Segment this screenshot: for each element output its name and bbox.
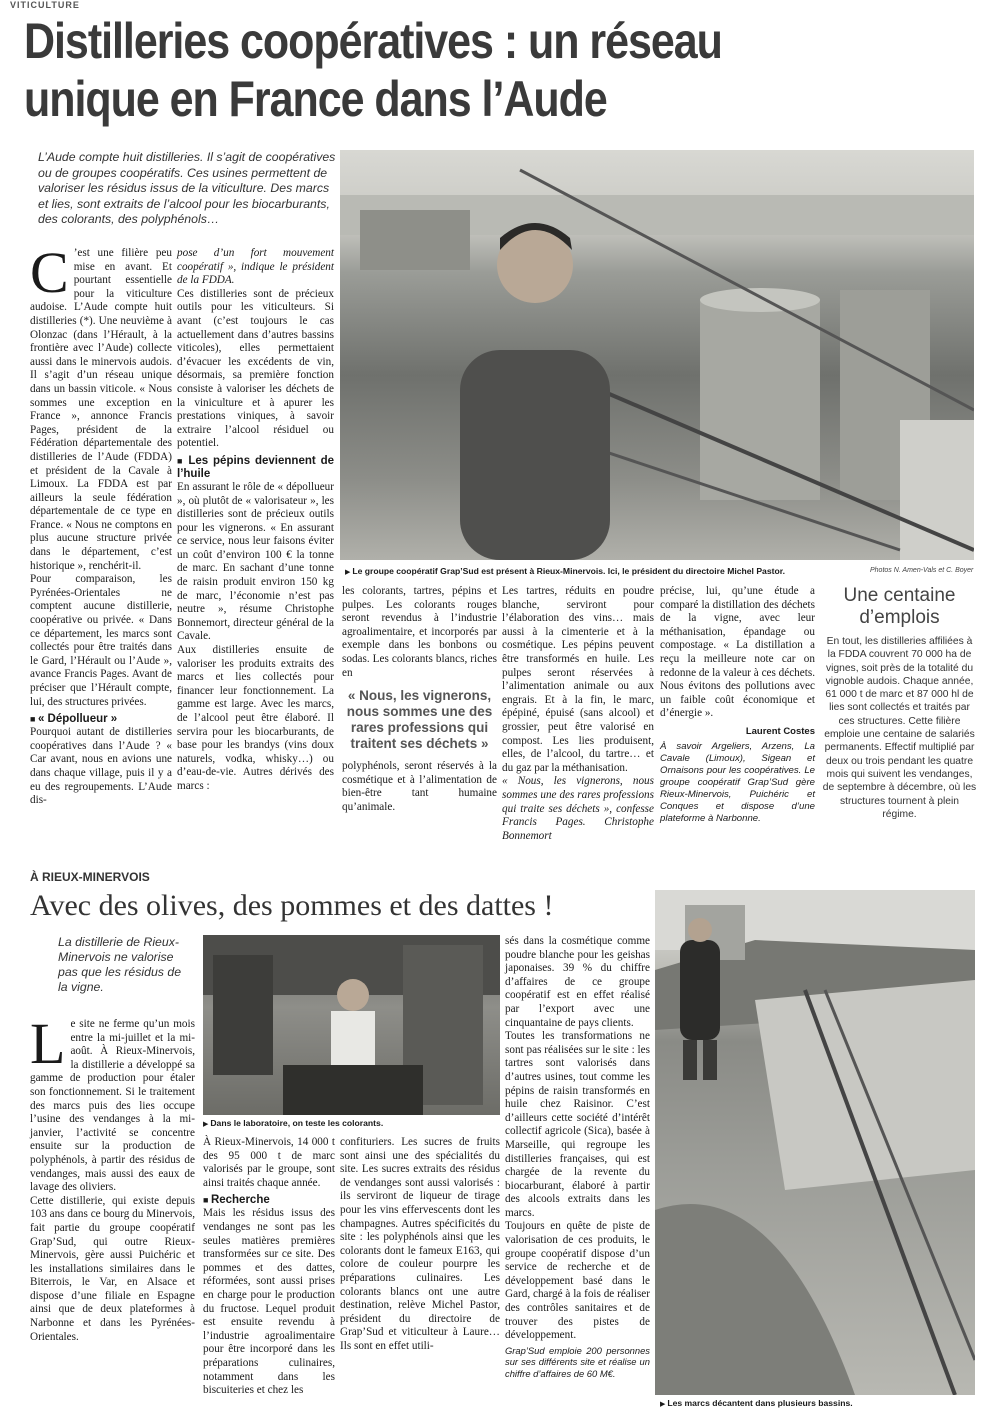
article1-col3-para-2: polyphénols, seront réservés à la cosmétique et à l’alimentation de bien-être tant humaine qu’animale. <box>342 760 497 813</box>
main-photo-scene <box>340 150 974 560</box>
vats-photo-caption: ▶ Les marcs décantent dans plusieurs bassins. <box>660 1398 960 1408</box>
article2-col2-para-1: À Rieux-Minervois, 14 000 t des 95 000 t de marc valorisés par le groupe, sont ainsi traités chaque année. <box>203 1136 335 1189</box>
article2-headline: Avec des olives, des pommes et des dattes ! <box>30 889 554 922</box>
subhead-recherche: ■ Recherche <box>203 1194 335 1207</box>
article1-column-5 <box>660 585 815 825</box>
dropcap-c: C <box>30 240 69 305</box>
sidebar-title <box>822 585 977 629</box>
subhead-depollueur: ■ « Dépollueur » <box>30 713 172 726</box>
article2-col4-para-3: Toujours en quête de piste de valorisation de ces produits, le groupe coopératif dispose d’un service de recherche et de développement basé dans le Gard, chargé à la fois de réaliser des contrôles sanitaires et de trouver des pistes de développement. <box>505 1220 650 1342</box>
article1-footnote: À savoir Argeliers, Arzens, La Cavale (Limoux), Sigean et Ornaisons pour les coopératives. Le groupe coopératif Grap’Sud gère Rieux-Minervois, Puichéric et Conques et dispose d’une plateforme à Narbonne. <box>660 740 815 824</box>
article2-column-3 <box>340 1136 500 1354</box>
lab-photo-scene <box>203 935 500 1115</box>
article1-column-4 <box>502 585 654 843</box>
article1-col1-para-2: Pour comparaison, les Pyrénées-Orientales ne comptent aucune distillerie, coopérative ou privée. « Dans ce département, les marcs sont collectés pour être traités dans le Gard, l’Hérault ou l’Aude », avance Francis Pages. Avant de préciser que l’Hérault compte, lui, des structures privées. <box>30 573 172 708</box>
lab-photo-caption: ▶ Dans le laboratoire, on teste les colorants. <box>203 1118 500 1128</box>
article-intro: L’Aude compte huit distilleries. Il s’agit de coopératives ou de groupes coopératifs. Ces usines permettent de valoriser les résidus issus de la viticulture. Des marcs et lies, sont extraits de l’alcool pour les biocarburants, des colorants, des polyphénols… <box>38 150 336 226</box>
article1-col1-text: ’est une filière peu mise en avant. Et pourtant essentielle pour la viticulture audoise. L’Aude compte huit distilleries (*). Une neuvième à Olonzac (dans l’Hérault, à la frontière avec l’Aude) collecte aussi dans le minervois audois. Il s’agit d’un réseau unique dans un bassin viticole. « Nous sommes une exception en France », annonce Francis Pages, président de la Fédération départementale des distilleries de l’Aude (FDDA) et président de la Cavale à Limoux. La FDDA est par ailleurs la seule fédération départementale de ce type en France. « Nous ne comptons en plus aucune structure privée dans le département, c’est historique », renchérit-il. <box>30 247 172 572</box>
article2-col1-text: e site ne ferme qu’un mois entre la mi-juillet et la mi-août. À Rieux-Minervois, la distillerie a développé sa gamme de production pour étaler son fonctionnement. Si le traitement des marcs puis des lies occupe l’usine des vendanges à la mi-janvier, l’activité se concentre ensuite sur la production de polyphénols, à partir des résidus de vendanges, mais aussi des eaux de lavage des oliviers. <box>30 1018 195 1194</box>
article1-col4-para-2: « Nous, les vignerons, nous sommes une des rares professions qui traite ses déchets », confesse Francis Pages. Christophe Bonnemort <box>502 775 654 842</box>
photo-credit: Photos N. Amen-Vals et C. Boyer <box>870 567 974 574</box>
article1-col2-para-4: Aux distilleries ensuite de valoriser les produits extraits des marcs et lies collectés pour financer leur fonctionnement. La gamme est large. Avec les marcs, de l’alcool peut être élaboré. Il servira pour les biocarburants, de base pour les brandys (vins doux naturels, vodka, whisky…) ou d’eau-de-vie. Autres dérivés des marcs : <box>177 644 334 792</box>
sidebar-box <box>822 585 977 865</box>
article2-column-1 <box>30 1011 195 1344</box>
article2-col1-para-2: Cette distillerie, qui existe depuis 103 ans dans ce bourg du Minervois, fait partie du groupe coopératif Grap’Sud, qui outre Rieux-Minervois, gère aussi Puichéric et les installations similaires dans le Biterrois, le Var, en Alsace et dispose d’une filiale en Espagne ainsi que de deux plateformes à Narbonne et dans les Pyrénées-Orientales. <box>30 1194 195 1343</box>
article2-col4-para-1: sés dans la cosmétique comme poudre blanche pour les geishas japonaises. 39 % du chiffre d’affaires de ce groupe coopératif est en effet réalisé par l’export avec une cinquantaine de pays clients. <box>505 935 650 1029</box>
article2-kicker: À RIEUX-MINERVOIS <box>30 870 150 884</box>
article1-col3-para-1: les colorants, tartres, pépins et pulpes. Les colorants rouges seront revendus à l’industrie agroalimentaire, et incorporés par exemple dans les bonbons ou sodas. Les colorants blancs, riches en <box>342 585 497 679</box>
section-kicker: VITICULTURE <box>10 0 80 10</box>
article1-col1-para-3: Pourquoi autant de distilleries coopératives dans l’Aude ? « Car avant, nous en avions une dans chaque village, puis il y a eu des regroupements. L’Aude dis- <box>30 726 172 807</box>
article2-col4-para-2: Toutes les transformations ne sont pas réalisées sur le site : les tartres sont valorisés dans d’autres usines, tout comme les pépins de raisin transformés en huile chez Raisinor. C’est d’ailleurs cette société d’intérêt collectif agricole (Sica), basée à Marseille, qui regroupe les distilleries françaises, qui est chargée de la revente du biocarburant, élaboré à partir des alcools extraits dans les marcs. <box>505 1030 650 1219</box>
sidebar-title-line-2: d’emplois <box>859 607 940 628</box>
main-photo-caption: ▶ Le groupe coopératif Grap’Sud est présent à Rieux-Minervois. Ici, le président du directoire Michel Pastor. <box>345 566 865 576</box>
sidebar-title-line-1: Une centaine <box>843 585 956 606</box>
article1-col4-para-1: Les tartres, réduits en poudre blanche, serviront pour l’élaboration des vins… mais aussi à la cimenterie et à la cosmétique. Les pépins peuvent être transformés en huile. Les pulpes seront réservées à l’alimentation animale ou aux engrais. Et à la fin, le marc, épépiné, épuisé (sans alcool) et grossier, peut être valorisé en compost. Les lies produisent, elles, de l’alcool, du tartre… et du gaz par la méthanisation. <box>502 585 654 774</box>
vats-photo <box>655 890 975 1395</box>
article2-column-2 <box>203 1136 335 1398</box>
article2-column-4 <box>505 935 650 1379</box>
vats-photo-scene <box>655 890 975 1395</box>
subhead-pepins: ■ Les pépins deviennent de l’huile <box>177 455 334 481</box>
article2-footnote: Grap’Sud emploie 200 personnes sur ses différents site et réalise un chiffre d’affaires de 60 M€. <box>505 1344 650 1379</box>
article2-col3-para-1: confituriers. Les sucres de fruits sont ainsi une des spécialités du site. Les sucres extraits des résidus de vendanges sont aussi valorisés : ils serviront de liqueur de tirage pour les vins effervescents dont les champagnes. Autres spécificités du site : les polyphénols ainsi que les colorants dont le fameux E163, qui colore de couleur pourpre les préparations culinaires. Les colorants blancs ont une autre destination, relève Michel Pastor, président du directoire de Grap’Sud et viticulteur à Laure… Ils sont en effet utili- <box>340 1136 500 1352</box>
pull-quote: « Nous, les vignerons, nous sommes une des rares professions qui traitent ses déchets » <box>346 688 493 752</box>
headline-line-2: unique en France dans l’Aude <box>24 71 607 127</box>
sidebar-text: En tout, les distilleries affiliées à la FDDA couvrent 70 000 ha de vignes, soit près de la totalité du vignoble audois. Chaque année, 61 000 t de marc et 87 000 hl de lies sont collectés et traités par ces structures. Cette filière emploie une centaine de salariés permanents. Effectif multiplié par deux ou trois pendant les quatre mois qui suivent les vendanges, de septembre à décembre, où les structures tournent à plein régime. <box>822 636 977 820</box>
article1-column-1 <box>30 240 172 808</box>
article1-col5-para-1: précise, lui, qu’une étude a comparé la distillation des déchets de la vigne, avec leur méthanisation, épandage ou compostage. « La distillation a reçu la meilleure note car on redonne de la valeur à ces déchets. Nous évitons des pollutions avec un faible coût économique et d’énergie ». <box>660 585 815 720</box>
article1-col2-para-1: pose d’un fort mouvement coopératif », indique le président de la FDDA. <box>177 247 334 287</box>
article2-col2-para-2: Mais les résidus issus des vendanges ne sont pas les seules matières premières transformées sur ce site. Des pommes et des dattes, réformées, sont aussi prises en charge pour le production du fructose. Lequel produit est ensuite revendu à l’industrie agroalimentaire pour être incorporé dans les préparations culinaires, notamment dans les biscuiteries et chez les <box>203 1207 335 1397</box>
lab-photo <box>203 935 500 1115</box>
article2-intro: La distillerie de Rieux-Minervois ne valorise pas que les résidus de la vigne. <box>58 935 182 994</box>
article1-col2-para-2: Ces distilleries sont de précieux outils pour les viticulteurs. Si avant (c’est toujours le cas actuellement dans d’autres bassins viticoles), elles permettaient d’évacuer les excédents de vin, désormais, sa première fonction consiste à valoriser les déchets de la viniculture et à apurer les prestations viniques, à savoir extraire l’alcool résiduel ou potentiel. <box>177 287 334 450</box>
page-headline <box>24 12 832 128</box>
headline-line-1: Distilleries coopératives : un réseau <box>24 13 722 69</box>
article1-column-2 <box>177 247 334 794</box>
article1-column-3 <box>342 585 497 815</box>
article1-col2-para-3: En assurant le rôle de « dépollueur », où plutôt de « valorisateur », les distilleries sont de précieux outils pour les vignerons. « En assurant ce service, nous leur faisons éviter un coût d’environ 100 € la tonne de marc. En sachant d’une tonne de raisin produit environ 150 kg de marc, l’économie n’est pas neutre », résume Christophe Bonnemort, directeur général de la Cavale. <box>177 480 334 643</box>
main-photo <box>340 150 974 560</box>
author-signature: Laurent Costes <box>745 725 815 737</box>
dropcap-l: L <box>30 1011 66 1076</box>
